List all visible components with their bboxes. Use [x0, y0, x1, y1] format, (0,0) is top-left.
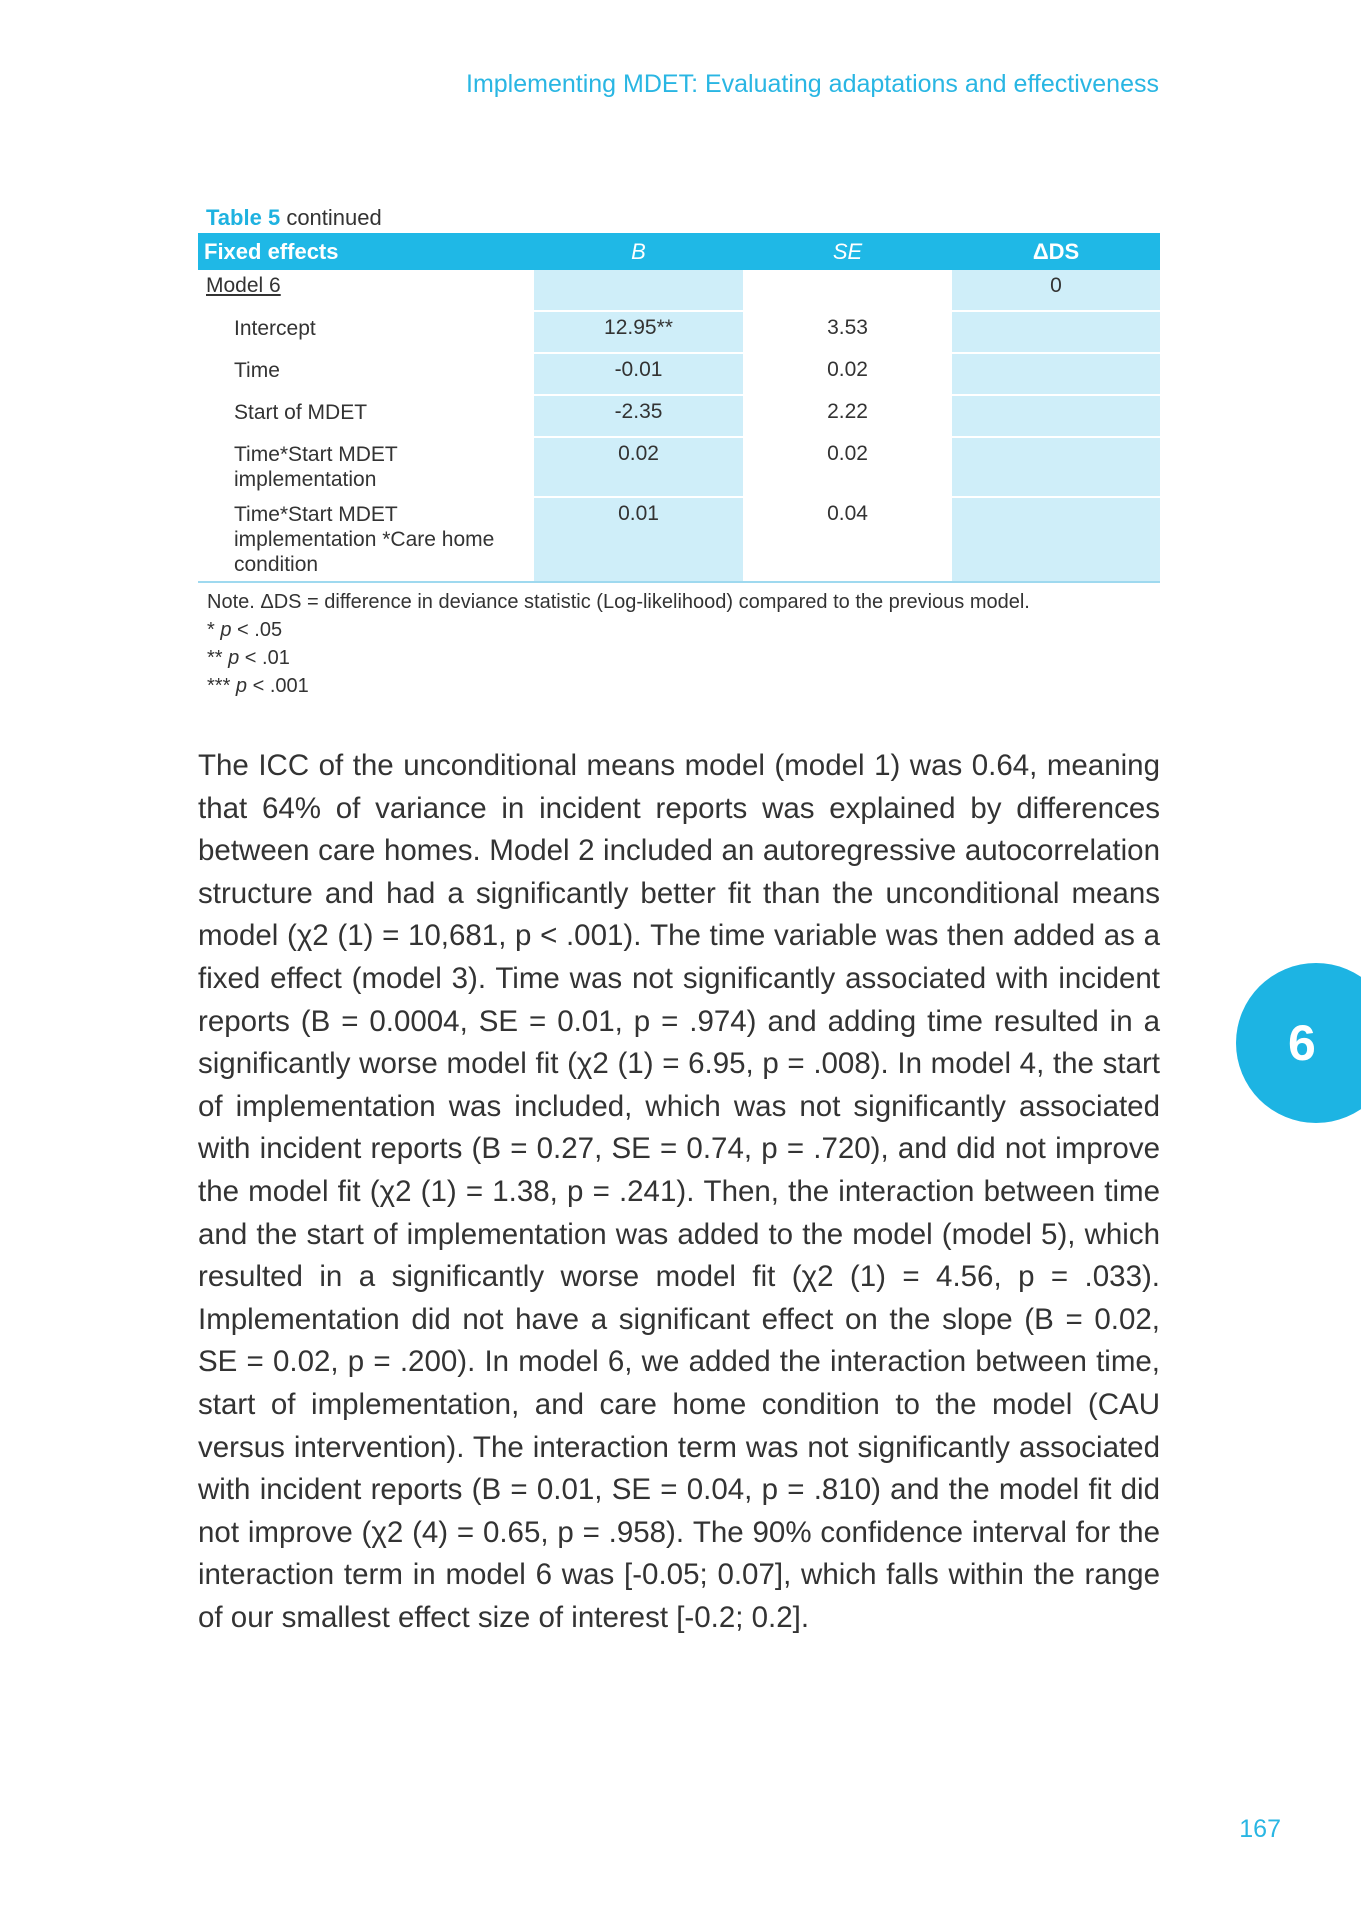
table-row-model: [198, 270, 1160, 311]
row-label: Time*Start MDET implementation *Care home condition: [198, 497, 534, 582]
sig-line: *** p < .001: [207, 675, 309, 697]
header-b: B: [534, 233, 743, 270]
row-label: Intercept: [198, 311, 534, 353]
table-caption: [206, 205, 382, 231]
table-caption-text: continued: [286, 205, 382, 230]
row-se: 0.02: [743, 437, 952, 497]
table-row: [198, 437, 1160, 497]
row-b: 0.02: [534, 437, 743, 497]
row-label: Time*Start MDET implementation: [198, 437, 534, 497]
table-caption-label: Table 5: [206, 205, 281, 230]
table-row: [198, 311, 1160, 353]
table-note: [207, 588, 1030, 700]
table-header-row: [198, 233, 1160, 270]
table-row: [198, 353, 1160, 395]
row-se: 2.22: [743, 395, 952, 437]
header-delta-ds: ΔDS: [952, 233, 1160, 270]
sig-line: ** p < .01: [207, 647, 290, 669]
chapter-tab: 6: [1236, 963, 1361, 1123]
row-b: -0.01: [534, 353, 743, 395]
row-label: Time: [198, 353, 534, 395]
row-b: 0.01: [534, 497, 743, 582]
table-row: [198, 395, 1160, 437]
running-head: Implementing MDET: Evaluating adaptations and effectiveness: [466, 70, 1159, 98]
table-row: [198, 497, 1160, 582]
row-se: 3.53: [743, 311, 952, 353]
body-paragraph: The ICC of the unconditional means model (model 1) was 0.64, meaning that 64% of variance in incident reports was explained by differences between care homes. Model 2 included an autoregressive autocorrelation structure and had a significantly better fit than the unconditional means model (χ2 (1) = 10,681, p < .001). The time variable was then added as a fixed effect (model 3). Time was not significantly associated with incident reports (B = 0.0004, SE = 0.01, p = .974) and adding time resulted in a significantly worse model fit (χ2 (1) = 6.95, p = .008). In model 4, the start of implementation was included, which was not significantly associated with incident reports (B = 0.27, SE = 0.74, p = .720), and did not improve the model fit (χ2 (1) = 1.38, p = .241). Then, the interaction between time and the start of implementation was added to the model (model 5), which resulted in a significantly worse model fit (χ2 (1) = 4.56, p = .033). Implementation did not have a significant effect on the slope (B = 0.02, SE = 0.02, p = .200). In model 6, we added the interaction between time, start of implementation, and care home condition to the model (CAU versus intervention). The interaction term was not significantly associated with incident reports (B = 0.01, SE = 0.04, p = .810) and the model fit did not improve (χ2 (4) = 0.65, p = .958). The 90% confidence interval for the interaction term in model 6 was [-0.05; 0.07], which falls within the range of our smallest effect size of interest [-0.2; 0.2].: [198, 749, 1160, 1634]
header-se: SE: [743, 233, 952, 270]
page-number: 167: [1239, 1815, 1281, 1843]
header-fixed-effects: Fixed effects: [198, 233, 534, 270]
row-se: 0.04: [743, 497, 952, 582]
note-text: Note. ΔDS = difference in deviance statistic (Log-likelihood) compared to the previous model.: [207, 591, 1030, 613]
model-delta-ds: 0: [952, 270, 1160, 311]
sig-line: * p < .05: [207, 619, 283, 641]
row-b: 12.95**: [534, 311, 743, 353]
row-b: -2.35: [534, 395, 743, 437]
row-label: Start of MDET: [198, 395, 534, 437]
row-se: 0.02: [743, 353, 952, 395]
model-label: Model 6: [198, 270, 534, 311]
results-table: [198, 233, 1160, 583]
